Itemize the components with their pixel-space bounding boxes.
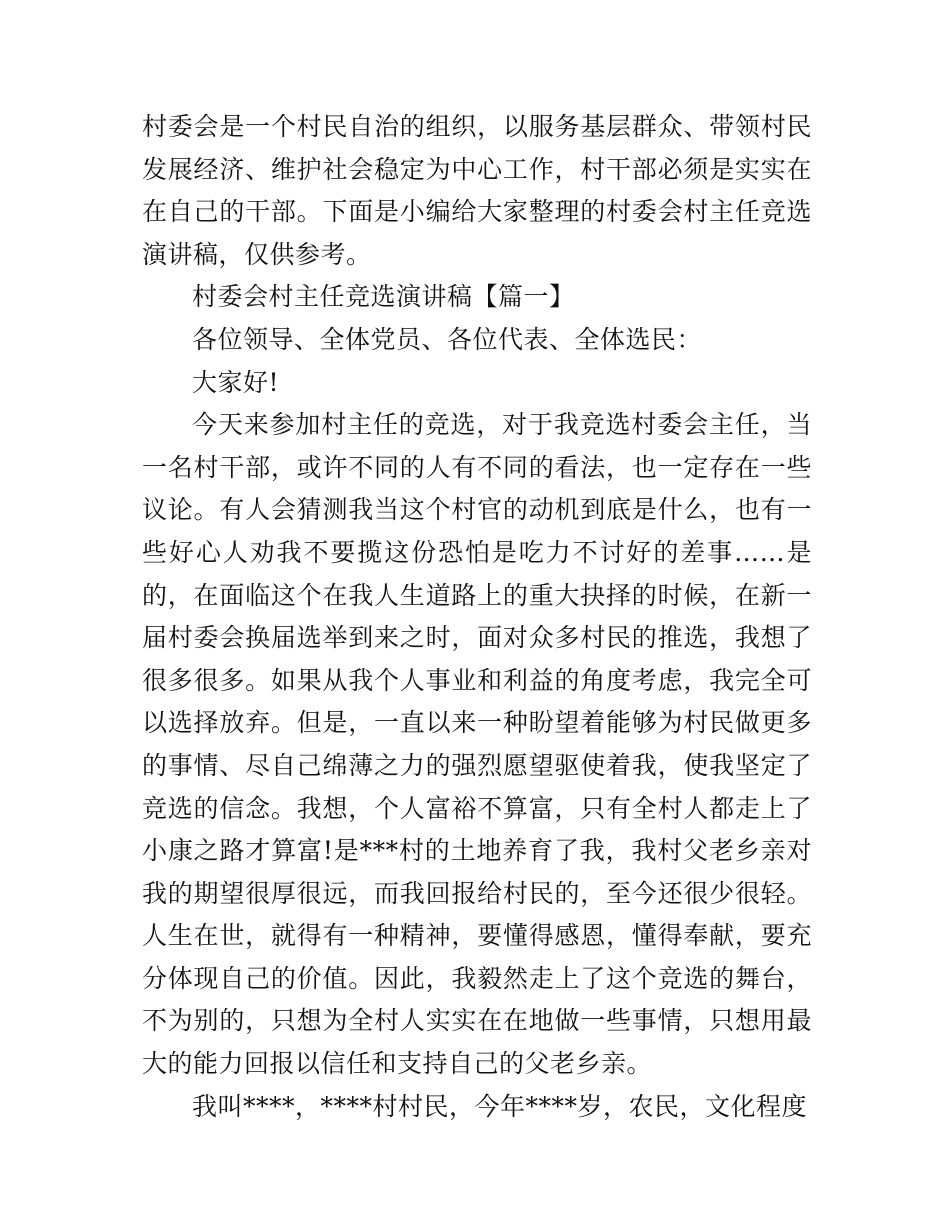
document-body bbox=[142, 106, 812, 1128]
body-paragraph: 今天来参加村主任的竞选，对于我竞选村委会主任，当一名村干部，或许不同的人有不同的看法，也一定存在一些议论。有人会猜测我当这个村官的动机到底是什么，也有一些好心人劝我不要揽这份恐怕是吃力不讨好的差事……是的，在面临这个在我人生道路上的重大抉择的时候，在新一届村委会换届选举到来之时，面对众多村民的推选，我想了很多很多。如果从我个人事业和利益的角度考虑，我完全可以选择放弃。但是，一直以来一种盼望着能够为村民做更多的事情、尽自己绵薄之力的强烈愿望驱使着我，使我坚定了竞选的信念。我想，个人富裕不算富，只有全村人都走上了小康之路才算富!是***村的土地养育了我，我村父老乡亲对我的期望很厚很远，而我回报给村民的，至今还很少很轻。人生在世，就得有一种精神，要懂得感恩，懂得奉献，要充分体现自己的价值。因此，我毅然走上了这个竞选的舞台，不为别的，只想为全村人实实在在地做一些事情，只想用最大的能力回报以信任和支持自己的父老乡亲。 bbox=[142, 410, 812, 1079]
self-intro-paragraph: 我叫****，****村村民，今年****岁，农民，文化程度 bbox=[192, 1091, 808, 1121]
intro-paragraph: 村委会是一个村民自治的组织，以服务基层群众、带领村民发展经济、维护社会稳定为中心工作，村干部必须是实实在在自己的干部。下面是小编给大家整理的村委会村主任竞选演讲稿，仅供参考。 bbox=[142, 112, 812, 269]
salutation: 各位领导、全体党员、各位代表、全体选民： bbox=[192, 324, 703, 354]
section-title: 村委会村主任竞选演讲稿【篇一】 bbox=[192, 282, 575, 312]
greeting: 大家好! bbox=[192, 367, 280, 397]
